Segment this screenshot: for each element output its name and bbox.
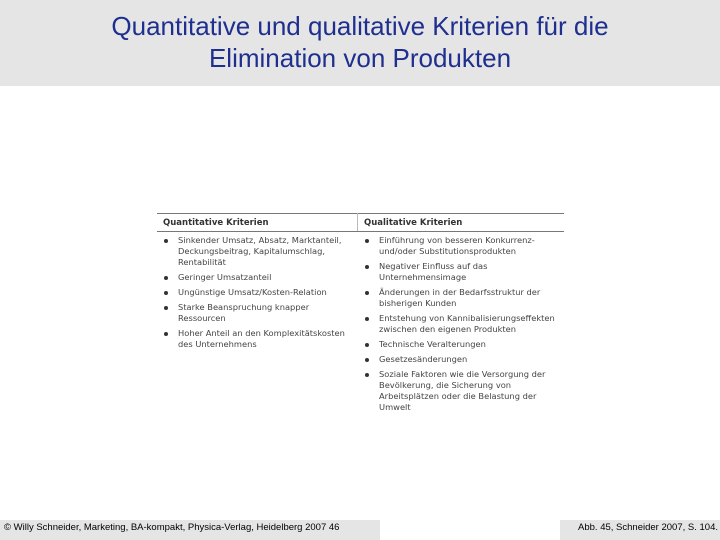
list-item-text: Änderungen in der Bedarfsstruktur der bisherigen Kunden [379,287,541,308]
bullet-icon [164,291,168,295]
footer-copyright: © Willy Schneider, Marketing, BA-kompakt, Physica-Verlag, Heidelberg 2007 46 [4,522,340,533]
list-item [163,302,353,324]
list-item [163,272,353,283]
bullet-icon [164,239,168,243]
list-item-text: Hoher Anteil an den Komplexitätskosten des Unternehmens [178,328,345,349]
bullet-icon [365,358,369,362]
bullet-icon [365,373,369,377]
bullet-icon [365,265,369,269]
list-item-text: Entstehung von Kannibalisierungseffekten zwischen den eigenen Produkten [379,313,555,334]
list-item [364,369,564,413]
list-item [163,235,353,268]
slide-title-line-1: Quantitative und qualitative Kriterien für die [111,11,609,41]
table-top-rule [157,213,564,214]
quantitative-criteria-list [163,235,353,354]
list-item [364,261,564,283]
list-item-text: Einführung von besseren Konkurrenz- und/oder Substitutionsprodukten [379,235,535,256]
bullet-icon [365,343,369,347]
list-item-text: Ungünstige Umsatz/Kosten-Relation [178,287,327,297]
header-quantitative: Quantitative Kriterien [163,218,269,228]
bullet-icon [164,276,168,280]
qualitative-criteria-list [364,235,564,417]
list-item [163,328,353,350]
slide-title-line-2: Elimination von Produkten [208,43,512,73]
bullet-icon [164,332,168,336]
list-item-text: Geringer Umsatzanteil [178,272,272,282]
list-item-text: Soziale Faktoren wie die Versorgung der Bevölkerung, die Sicherung von Arbeitsplätzen oder die Belastung der Umwelt [379,369,546,412]
list-item-text: Gesetzesänderungen [379,354,468,364]
list-item [364,235,564,257]
criteria-table [157,213,564,428]
bullet-icon [365,317,369,321]
list-item [364,313,564,335]
list-item [163,287,353,298]
list-item [364,354,564,365]
list-item [364,287,564,309]
header-divider [357,213,358,231]
list-item-text: Negativer Einfluss auf das Unternehmensimage [379,261,488,282]
list-item-text: Sinkender Umsatz, Absatz, Marktanteil, Deckungsbeitrag, Kapitalumschlag, Rentabilität [178,235,342,267]
header-bottom-rule [157,231,564,232]
slide-title [0,10,720,74]
list-item-text: Starke Beanspruchung knapper Ressourcen [178,302,310,323]
bullet-icon [365,291,369,295]
list-item-text: Technische Veralterungen [379,339,486,349]
header-qualitative: Qualitative Kriterien [364,218,463,228]
bullet-icon [164,306,168,310]
list-item [364,339,564,350]
footer-figure-reference: Abb. 45, Schneider 2007, S. 104. [578,522,718,533]
bullet-icon [365,239,369,243]
